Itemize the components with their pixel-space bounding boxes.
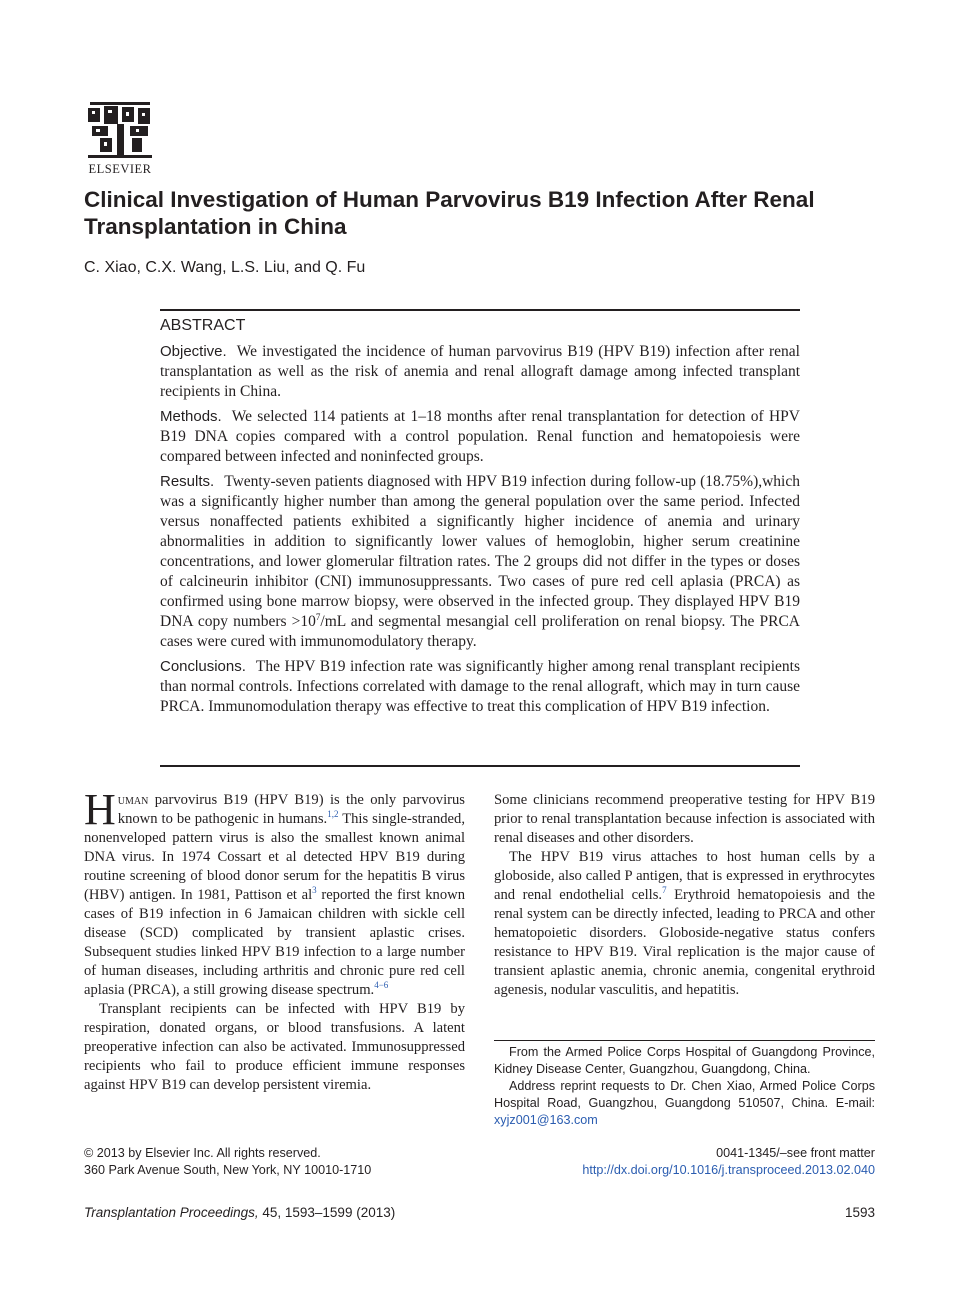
publisher-address: 360 Park Avenue South, New York, NY 10010-1710 [84,1163,372,1177]
copyright-block [84,1145,371,1179]
results-label: Results. [160,473,215,490]
citation-ref[interactable]: 4−6 [374,980,389,991]
drop-cap: H [84,785,116,834]
footnote-rule [494,1040,875,1041]
abstract-bottom-rule [160,765,800,767]
methods-text: We selected 114 patients at 1–18 months after renal transplantation for detection of HPV B19 DNA copies compared with a control population. Renal function and hematopoiesis were compared between infected and noninfected groups. [160,408,800,465]
body-paragraph-1 [84,785,465,1000]
footnote-affiliation: From the Armed Police Corps Hospital of Guangdong Province, Kidney Disease Center, Guangzhou, Guangdong, China. [494,1045,875,1076]
elsevier-logo [84,98,156,177]
objective-label: Objective. [160,343,227,360]
abstract-results [160,472,800,652]
body-paragraph-2: Transplant recipients can be infected with HPV B19 by respiration, donated organs, or blood transfusions. A latent preoperative infection can also be activated. Immunosuppressed recipients who fail to produce efficient immune responses against HPV B19 can develop persistent viremia. [84,1001,465,1093]
journal-volume: 45, 1593–1599 (2013) [258,1205,396,1220]
abstract-objective [160,342,800,402]
footnote-address-text: Address reprint requests to Dr. Chen Xiao, Armed Police Corps Hospital Road, Guangzhou, Guangdong 510507, China. E-mail: [494,1079,875,1110]
footnote-address [494,1078,875,1129]
abstract-section [160,316,800,722]
elsevier-wordmark: ELSEVIER [88,162,152,176]
citation-ref[interactable]: 3 [312,885,317,896]
doi-link[interactable]: http://dx.doi.org/10.1016/j.transproceed.2013.02.040 [582,1163,875,1177]
abstract-conclusions [160,657,800,717]
body-column-right [494,791,875,1000]
email-link[interactable]: xyjz001@163.com [494,1113,598,1127]
results-text-a: Twenty-seven patients diagnosed with HPV B19 infection during follow-up (18.75%),which was a significantly higher number than among the general population over the same period. Infected versus nonaffected patients exhibited a significantly higher incidence of anemia and urinary abnormalities in addition to significantly lower values of hemoglobin, higher serum creatinine concentrations, and lower glomerular filtration rates. The 2 groups did not differ in the types or doses of calcineurin inhibitor (CNI) immunosuppressants. Two cases of pure red cell aplasia (PRCA) as confirmed using bone marrow biopsy, were observed in the infected group. They displayed HPV B19 DNA copy numbers >10 [160,473,800,630]
body-paragraph-4-a: The HPV B19 virus attaches to host human cells by a globoside, also called P antigen, that is expressed in erythrocytes and renal endothelial cells. [494,849,875,903]
body-paragraph-1-a: parvovirus B19 (HPV B19) is the only parvovirus known to be pathogenic in humans. [117,792,465,827]
body-paragraph-1-c: reported the first known cases of B19 infection in 6 Jamaican children with sickle cell disease (SCD) complicated by transient aplastic crises. Subsequent studies linked HPV B19 infection to a large number of human diseases, including arthritis and chronic pure red cell aplasia (PRCA), a still growing disease spectrum. [84,887,465,998]
citation-ref[interactable]: 1,2 [327,809,339,820]
abstract-top-rule [160,309,800,311]
results-text-b: /mL and segmental mesangial cell proliferation on renal biopsy. The PRCA cases were cured with immunomodulatory therapy. [160,613,800,650]
body-paragraph-3: Some clinicians recommend preoperative testing for HPV B19 prior to renal transplantation because infection is associated with renal diseases and other disorders. [494,792,875,846]
article-authors: C. Xiao, C.X. Wang, L.S. Liu, and Q. Fu [84,259,366,276]
elsevier-tree-icon [84,98,156,160]
body-paragraph-4 [494,848,875,1000]
journal-name: Transplantation Proceedings, [84,1205,259,1220]
abstract-heading: ABSTRACT [160,317,246,334]
body-paragraph-1-b: This single-stranded, nonenveloped pattern virus is also the smallest known animal DNA virus. In 1974 Cossart et al detected HPV B19 during routine screening of blood donor serum for the hepatitis B virus (HBV) antigen. In 1981, Pattison et al [84,811,465,903]
citation-ref[interactable]: 7 [662,885,667,896]
objective-text: We investigated the incidence of human parvovirus B19 (HPV B19) infection after renal transplantation as well as the risk of anemia and renal allograft damage among infected transplant recipients in China. [160,343,800,400]
conclusions-label: Conclusions. [160,658,246,675]
page-number: 1593 [844,1205,875,1220]
journal-citation [84,1205,395,1220]
copyright-line: © 2013 by Elsevier Inc. All rights reserved. [84,1146,321,1160]
issn-line: 0041-1345/–see front matter [716,1146,875,1160]
results-exponent: 7 [315,611,321,622]
issn-block [520,1145,875,1179]
body-paragraph-4-b: Erythroid hematopoiesis and the renal system can be directly infected, leading to PRCA and other hematopoietic disorders. Globoside-negative status confers resistance to HPV B19. Viral replication is the major cause of transient aplastic anemia, chronic anemia, congenital erythroid agenesis, nodular vasculitis, and hepatitis. [494,887,875,998]
footnote [494,1044,875,1129]
article-title: Clinical Investigation of Human Parvovirus B19 Infection After Renal Transplantation in China [84,187,815,239]
abstract-methods [160,407,800,467]
methods-label: Methods. [160,408,222,425]
body-column-left [84,785,465,1095]
lead-word: uman [117,792,149,808]
conclusions-text: The HPV B19 infection rate was significantly higher among renal transplant recipients than normal controls. Infections correlated with damage to the renal allograft, which may in turn cause PRCA. Immunomodulation therapy was effective to treat this complication of HPV B19 infection. [160,658,800,715]
